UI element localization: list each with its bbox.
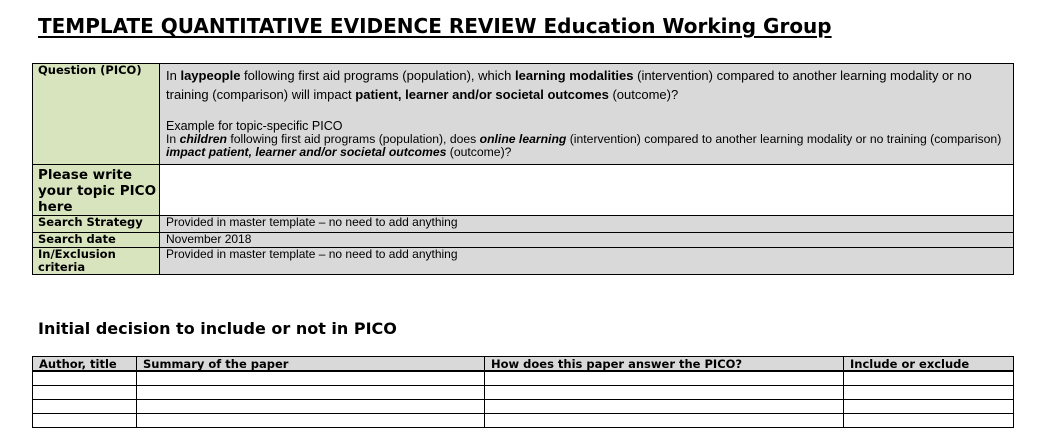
example-text xyxy=(166,133,1013,159)
column-header-include: Include or exclude xyxy=(844,357,1014,372)
author-cell[interactable] xyxy=(33,371,137,386)
answer-cell[interactable] xyxy=(485,414,844,428)
question-label: Question (PICO) xyxy=(33,64,160,165)
answer-cell[interactable] xyxy=(485,371,844,386)
column-header-summary: Summary of the paper xyxy=(137,357,485,372)
search-strategy-label: Search Strategy xyxy=(33,216,160,233)
text-run: children xyxy=(179,132,227,146)
text-run: (intervention) compared to another learning modality or no training (comparison) xyxy=(566,132,1002,146)
question-text xyxy=(166,64,1013,104)
answer-cell[interactable] xyxy=(485,386,844,400)
column-header-answer: How does this paper answer the PICO? xyxy=(485,357,844,372)
include-cell[interactable] xyxy=(844,414,1014,428)
text-run: (intervention) compared to another learning modality or no training (comparison) will impact xyxy=(166,68,972,102)
decision-header-row xyxy=(33,357,1014,372)
search-date-label: Search date xyxy=(33,233,160,248)
text-run: following first aid programs (population), which xyxy=(240,68,516,83)
pico-table xyxy=(32,63,1014,275)
search-strategy-value: Provided in master template – no need to add anything xyxy=(160,216,1014,233)
include-cell[interactable] xyxy=(844,400,1014,414)
decision-table xyxy=(32,356,1014,428)
text-run: In xyxy=(166,68,181,83)
table-row xyxy=(33,414,1014,428)
include-cell[interactable] xyxy=(844,386,1014,400)
search-date-row xyxy=(33,233,1014,248)
search-strategy-row xyxy=(33,216,1014,233)
criteria-row xyxy=(33,248,1014,275)
answer-cell[interactable] xyxy=(485,400,844,414)
question-row xyxy=(33,64,1014,165)
author-cell[interactable] xyxy=(33,386,137,400)
document-title: TEMPLATE QUANTITATIVE EVIDENCE REVIEW Education Working Group xyxy=(38,14,832,38)
search-date-value: November 2018 xyxy=(160,233,1014,248)
column-header-author: Author, title xyxy=(33,357,137,372)
decision-section-title: Initial decision to include or not in PICO xyxy=(38,319,397,338)
text-run: online learning xyxy=(479,132,567,146)
table-row xyxy=(33,371,1014,386)
text-run: learning modalities xyxy=(515,68,634,83)
question-cell xyxy=(160,64,1014,165)
text-run: (outcome)? xyxy=(608,87,679,102)
topic-pico-row xyxy=(33,165,1014,216)
summary-cell[interactable] xyxy=(137,414,485,428)
criteria-label: In/Exclusion criteria xyxy=(33,248,160,275)
criteria-value: Provided in master template – no need to add anything xyxy=(160,248,1014,275)
summary-cell[interactable] xyxy=(137,386,485,400)
topic-pico-input[interactable] xyxy=(160,165,1014,216)
include-cell[interactable] xyxy=(844,371,1014,386)
summary-cell[interactable] xyxy=(137,400,485,414)
author-cell[interactable] xyxy=(33,400,137,414)
table-row xyxy=(33,400,1014,414)
text-run: (outcome)? xyxy=(446,145,512,159)
text-run: In xyxy=(166,132,180,146)
text-run: following first aid programs (population), does xyxy=(226,132,480,146)
topic-pico-label: Please write your topic PICO here xyxy=(33,165,160,216)
text-run: laypeople xyxy=(180,68,241,83)
example-heading: Example for topic-specific PICO xyxy=(166,119,343,133)
text-run: impact patient, learner and/or societal outcomes xyxy=(166,145,447,159)
table-row xyxy=(33,386,1014,400)
author-cell[interactable] xyxy=(33,414,137,428)
summary-cell[interactable] xyxy=(137,371,485,386)
text-run: patient, learner and/or societal outcomes xyxy=(355,87,609,102)
